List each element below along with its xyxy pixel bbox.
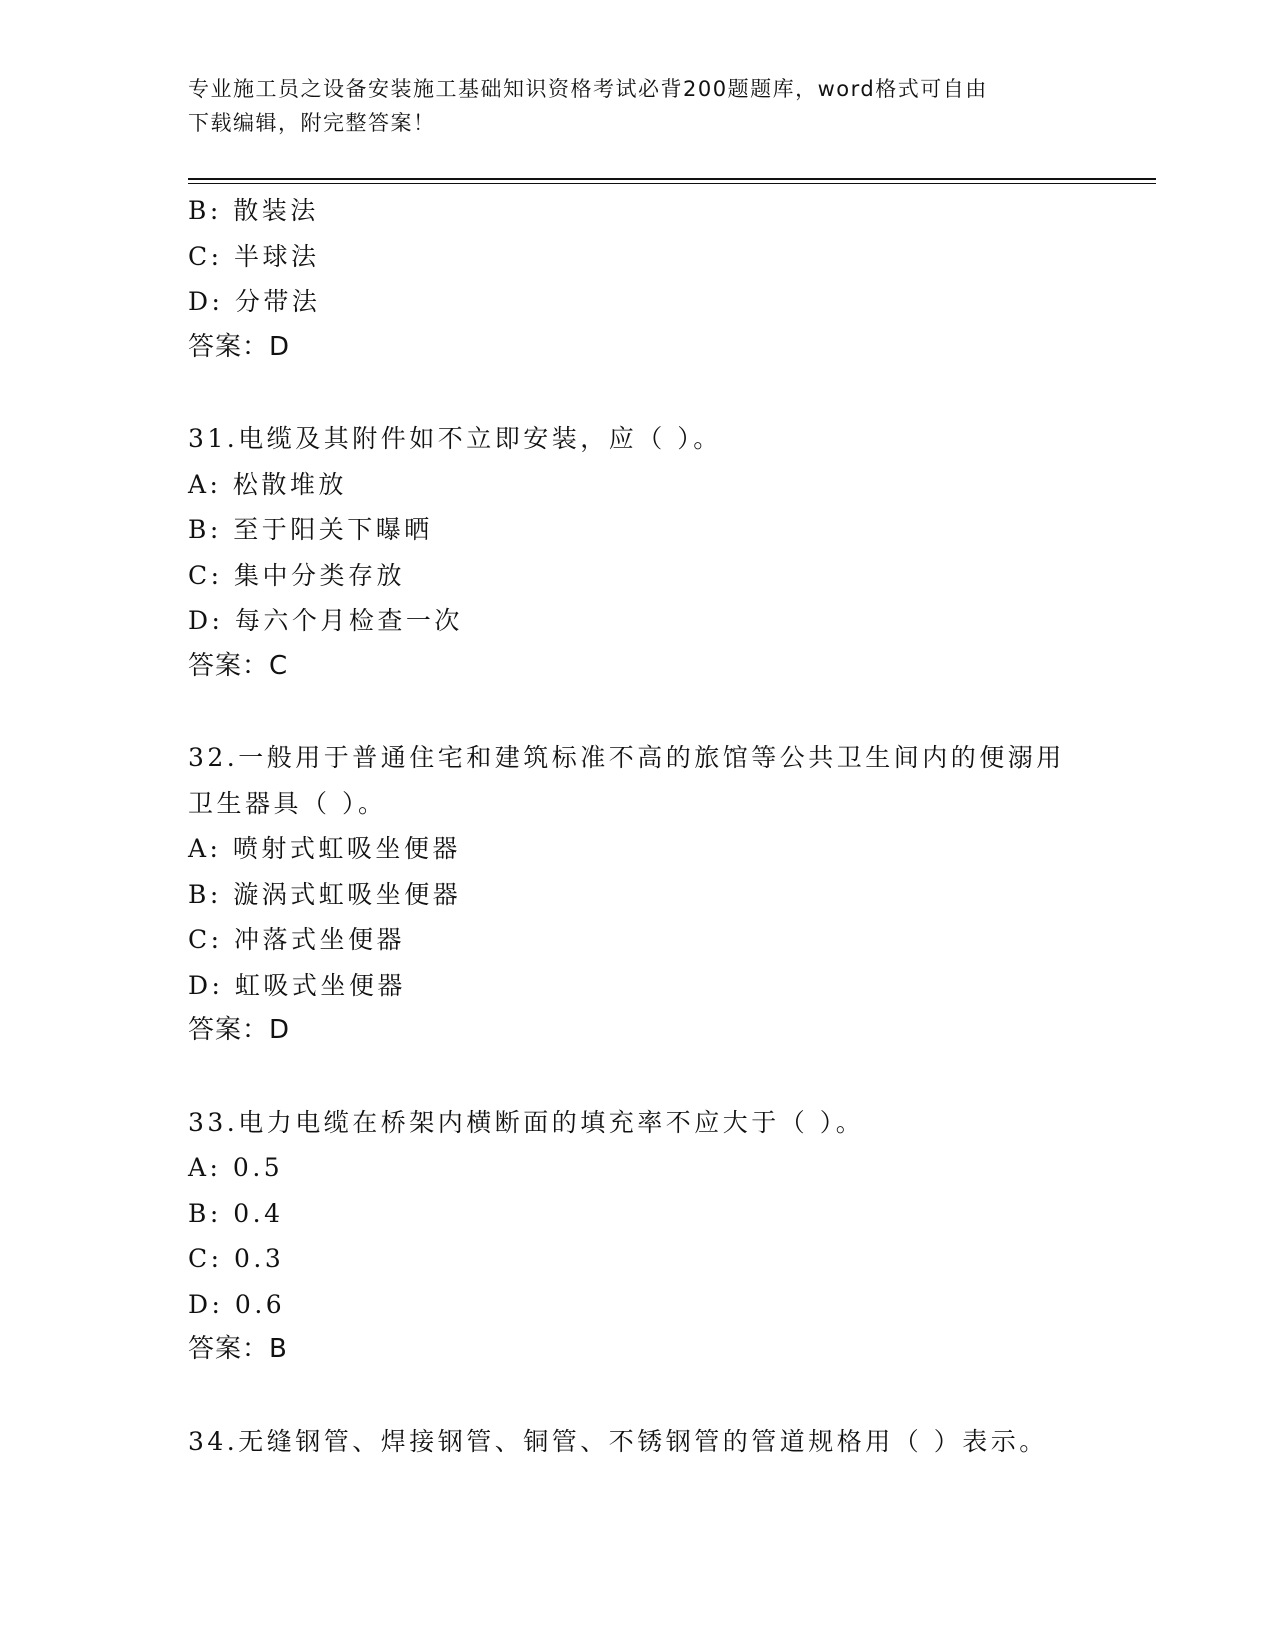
question-text-line-2: 卫生器具（ ）。 — [188, 788, 387, 818]
question-block-30 — [188, 188, 1108, 370]
option-d: D: 每六个月检查一次 — [188, 606, 463, 635]
question-block-31 — [188, 416, 1108, 689]
question-list — [188, 188, 1108, 1464]
option-c: C: 冲落式坐便器 — [188, 925, 405, 954]
question-text: 31.电缆及其附件如不立即安装，应（ ）。 — [188, 424, 722, 453]
header-line-1: 专业施工员之设备安装施工基础知识资格考试必背200题题库，word格式可自由 — [188, 77, 988, 101]
option-b: B: 至于阳关下曝晒 — [188, 515, 433, 544]
question-text-line-1: 32.一般用于普通住宅和建筑标准不高的旅馆等公共卫生间内的便溺用 — [188, 743, 1065, 772]
spacer — [188, 1373, 1108, 1419]
option-c: C: 集中分类存放 — [188, 560, 405, 590]
option-c: C: 半球法 — [188, 241, 320, 271]
option-d: D: 分带法 — [188, 287, 321, 316]
header-divider-thick — [188, 178, 1156, 180]
option-d: D: 虹吸式坐便器 — [188, 970, 406, 1000]
option-c: C: 0.3 — [188, 1244, 285, 1273]
option-b: B: 0.4 — [188, 1198, 284, 1228]
spacer — [188, 370, 1108, 416]
answer-line: 答案：B — [188, 1334, 288, 1364]
option-d: D: 0.6 — [188, 1289, 286, 1319]
spacer — [188, 689, 1108, 735]
option-a: A: 喷射式虹吸坐便器 — [188, 834, 461, 863]
document-header — [188, 72, 1068, 140]
option-a: A: 松散堆放 — [188, 469, 347, 499]
option-b: B: 漩涡式虹吸坐便器 — [188, 879, 462, 909]
question-block-34 — [188, 1419, 1108, 1465]
header-line-2: 下载编辑，附完整答案！ — [188, 111, 436, 135]
answer-line: 答案：D — [188, 1015, 291, 1045]
spacer — [188, 1054, 1108, 1100]
option-b: B: 散装法 — [188, 196, 319, 225]
option-a: A: 0.5 — [188, 1153, 284, 1182]
question-text: 33.电力电缆在桥架内横断面的填充率不应大于（ ）。 — [188, 1107, 865, 1137]
question-block-33 — [188, 1100, 1108, 1373]
question-block-32 — [188, 735, 1108, 1054]
header-divider-thin — [188, 183, 1156, 184]
answer-line: 答案：C — [188, 650, 289, 681]
answer-line: 答案：D — [188, 331, 291, 362]
question-text: 34.无缝钢管、焊接钢管、铜管、不锈钢管的管道规格用（ ）表示。 — [188, 1426, 1048, 1456]
